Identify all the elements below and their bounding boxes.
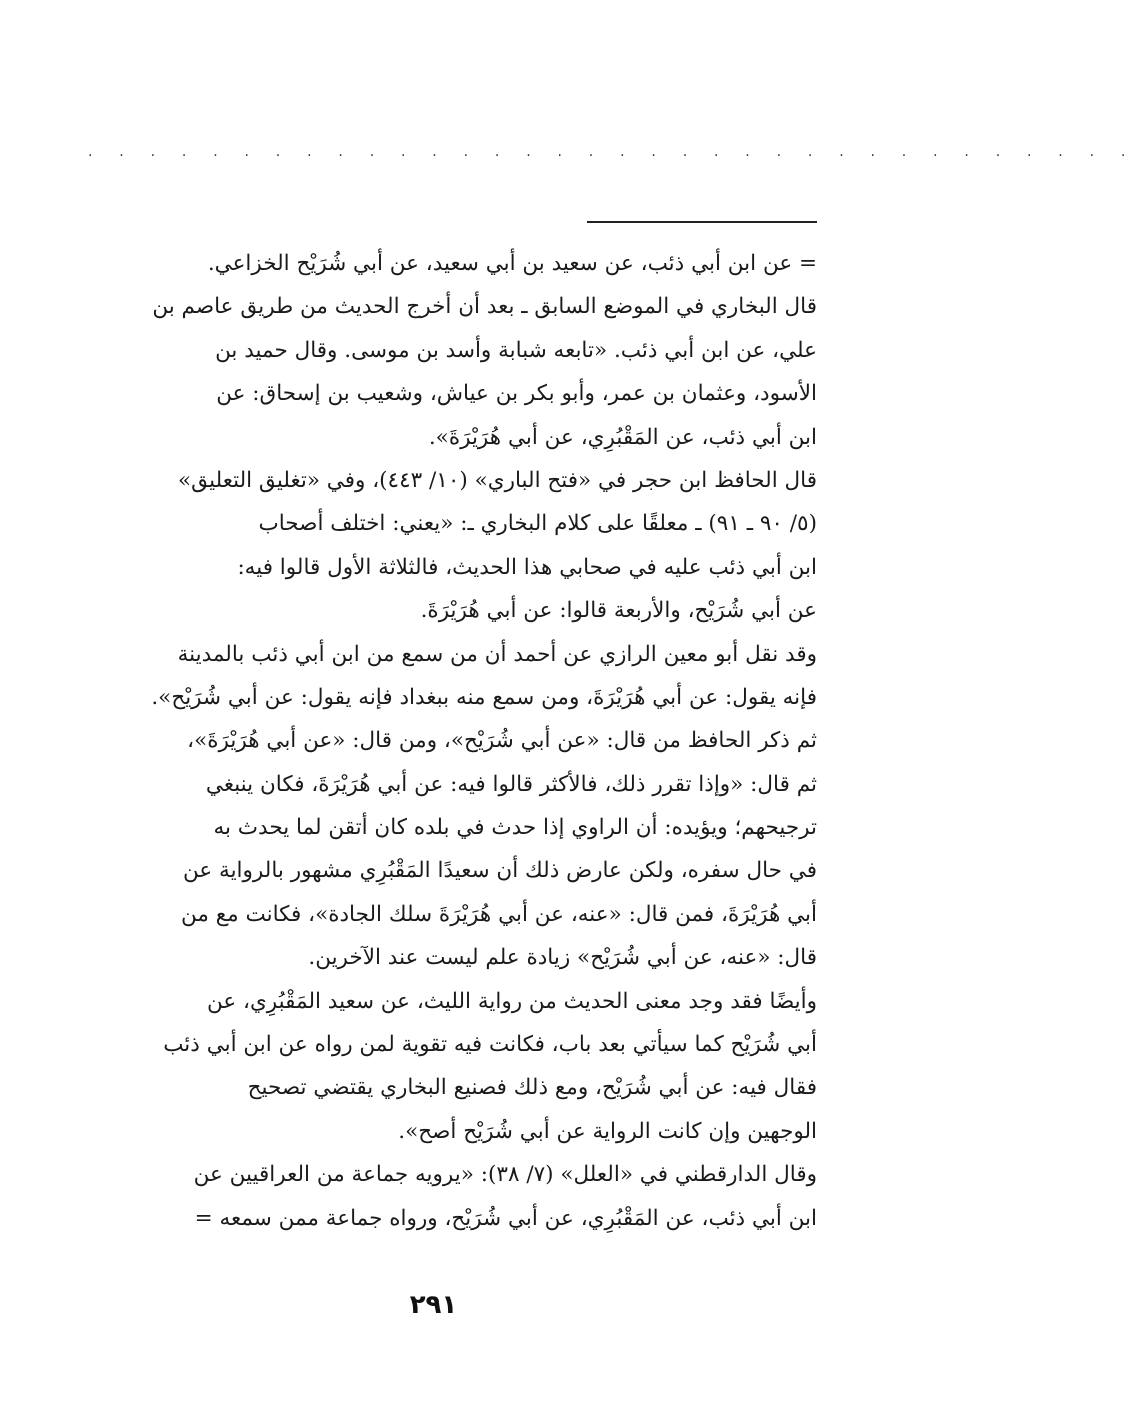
footnote-line: فإنه يقول: عن أبي هُرَيْرَةَ، ومن سمع منه ببغداد فإنه يقول: عن أبي شُرَيْح».	[151, 684, 817, 710]
footnote-line: الوجهين وإن كانت الرواية عن أبي شُرَيْح أصح».	[398, 1118, 817, 1144]
footnote-line: ابن أبي ذئب، عن المَقْبُرِي، عن أبي شُرَيْح، ورواه جماعة ممن سمعه =	[194, 1205, 817, 1231]
footnote-line: في حال سفره، ولكن عارض ذلك أن سعيدًا المَقْبُرِي مشهور بالرواية عن	[183, 858, 817, 884]
footnote-line: = عن ابن أبي ذئب، عن سعيد بن أبي سعيد، عن أبي شُرَيْح الخزاعي.	[207, 251, 817, 276]
footnote-text	[62, 242, 817, 1240]
footnote-line: فقال فيه: عن أبي شُرَيْح، ومع ذلك فصنيع البخاري يقتضي تصحيح	[247, 1075, 817, 1101]
page-number: ٢٩١	[409, 1290, 458, 1320]
footnote-line: عن أبي شُرَيْح، والأربعة قالوا: عن أبي هُرَيْرَةَ.	[420, 598, 817, 624]
section-separator-dots: . . . . . . . . . . . . . . . . . . . . . . . . . . . . . . . . . .	[88, 144, 1137, 160]
footnote-line: قال البخاري في الموضع السابق ـ بعد أن أخرج الحديث من طريق عاصم بن	[152, 294, 817, 320]
footnote-line: ثم ذكر الحافظ من قال: «عن أبي شُرَيْح»، ومن قال: «عن أبي هُرَيْرَةَ»،	[187, 728, 817, 754]
footnote-line: أبي هُرَيْرَةَ، فمن قال: «عنه، عن أبي هُرَيْرَةَ سلك الجادة»، فكانت مع من	[180, 901, 817, 927]
footnote-line: وقد نقل أبو معين الرازي عن أحمد أن من سمع من ابن أبي ذئب بالمدينة	[177, 641, 817, 667]
footnote-line: وأيضًا فقد وجد معنى الحديث من رواية الليث، عن سعيد المَقْبُرِي، عن	[207, 988, 817, 1014]
footnote-line: وقال الدارقطني في «العلل» (٧/ ٣٨): «يرويه جماعة من العراقيين عن	[193, 1162, 817, 1188]
footnote-line: ابن أبي ذئب عليه في صحابي هذا الحديث، فالثلاثة الأول قالوا فيه:	[237, 554, 817, 580]
footnote-line: أبي شُرَيْح كما سيأتي بعد باب، فكانت فيه تقوية لمن رواه عن ابن أبي ذئب	[163, 1032, 817, 1058]
footnote-line: ابن أبي ذئب، عن المَقْبُرِي، عن أبي هُرَيْرَةَ».	[428, 424, 817, 450]
footnote-line: الأسود، وعثمان بن عمر، وأبو بكر بن عياش، وشعيب بن إسحاق: عن	[216, 381, 817, 407]
footnote-separator-rule	[587, 221, 817, 223]
footnote-line: ترجيحهم؛ ويؤيده: أن الراوي إذا حدث في بلده كان أتقن لما يحدث به	[213, 815, 817, 841]
footnote-line: ثم قال: «وإذا تقرر ذلك، فالأكثر قالوا فيه: عن أبي هُرَيْرَةَ، فكان ينبغي	[205, 771, 817, 797]
footnote-line: علي، عن ابن أبي ذئب. «تابعه شبابة وأسد بن موسى. وقال حميد بن	[215, 337, 817, 363]
footnote-line: قال: «عنه، عن أبي شُرَيْح» زيادة علم ليست عند الآخرين.	[308, 945, 817, 971]
footnote-line: قال الحافظ ابن حجر في «فتح الباري» (١٠/ ٤٤٣)، وفي «تغليق التعليق»	[178, 467, 817, 493]
footnote-line: (٥/ ٩٠ ـ ٩١) ـ معلقًا على كلام البخاري ـ: «يعني: اختلف أصحاب	[258, 511, 817, 537]
